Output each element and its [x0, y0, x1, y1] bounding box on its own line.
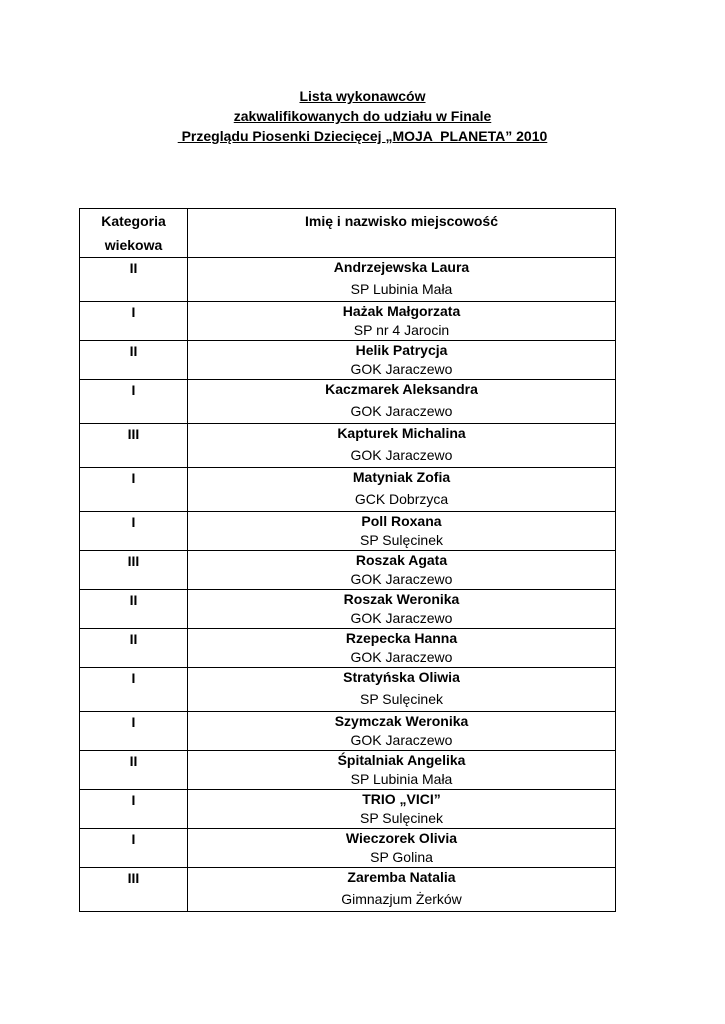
category-cell: I	[80, 512, 188, 551]
participant-place: SP Sulęcinek	[359, 532, 443, 548]
table-row	[80, 712, 616, 751]
participant-name: Zaremba Natalia	[347, 869, 456, 885]
category-cell: I	[80, 468, 188, 512]
document-title	[0, 86, 725, 146]
category-cell: III	[80, 868, 188, 912]
participant-name: Matyniak Zofia	[352, 469, 451, 485]
participant-cell	[188, 790, 616, 829]
participant-place: SP Lubinia Mała	[350, 771, 453, 787]
participant-place: GOK Jaraczewo	[350, 610, 453, 626]
category-cell: III	[80, 551, 188, 590]
participant-place: Gimnazjum Żerków	[341, 891, 462, 907]
table-row	[80, 751, 616, 790]
participant-cell	[188, 829, 616, 868]
participant-place: GOK Jaraczewo	[350, 571, 453, 587]
table-row	[80, 424, 616, 468]
participant-place: GOK Jaraczewo	[350, 649, 453, 665]
participant-cell	[188, 380, 616, 424]
participant-name: Hażak Małgorzata	[342, 303, 461, 319]
category-cell: II	[80, 258, 188, 302]
participant-name: Roszak Agata	[355, 552, 448, 568]
table-row	[80, 341, 616, 380]
table-row	[80, 629, 616, 668]
participant-name: Wieczorek Olivia	[345, 830, 458, 846]
table-row	[80, 258, 616, 302]
participant-name: Szymczak Weronika	[334, 713, 469, 729]
participant-cell	[188, 668, 616, 712]
participant-name: Rzepecka Hanna	[345, 630, 458, 646]
participant-cell	[188, 468, 616, 512]
participant-cell	[188, 629, 616, 668]
participant-name: Kaczmarek Aleksandra	[325, 381, 478, 397]
category-cell: I	[80, 790, 188, 829]
title-line-3: Przeglądu Piosenki Dziecięcej „MOJA PLANETA” 2010	[177, 128, 548, 144]
participant-place: GOK Jaraczewo	[350, 447, 453, 463]
category-cell: I	[80, 302, 188, 341]
participant-name: Kapturek Michalina	[337, 425, 466, 441]
participant-name: Stratyńska Oliwia	[343, 669, 460, 685]
participant-place: SP Lubinia Mała	[350, 281, 453, 297]
participant-cell	[188, 258, 616, 302]
table-row	[80, 790, 616, 829]
category-cell: II	[80, 751, 188, 790]
table-row	[80, 512, 616, 551]
table-row	[80, 829, 616, 868]
table-row	[80, 590, 616, 629]
participant-cell	[188, 590, 616, 629]
participant-name: Roszak Weronika	[343, 591, 460, 607]
participant-name: Helik Patrycja	[355, 342, 448, 358]
category-cell: II	[80, 341, 188, 380]
table-row	[80, 668, 616, 712]
participant-place: SP Golina	[370, 849, 433, 865]
category-cell: I	[80, 712, 188, 751]
header-name-place: Imię i nazwisko miejscowość	[188, 209, 616, 258]
table-row	[80, 468, 616, 512]
participant-name: Śpitalniak Angelika	[337, 752, 466, 768]
header-category: Kategoria wiekowa	[80, 209, 188, 258]
participant-place: SP Sulęcinek	[359, 810, 443, 826]
participant-cell	[188, 868, 616, 912]
table-row	[80, 380, 616, 424]
table-row	[80, 302, 616, 341]
participant-cell	[188, 512, 616, 551]
participants-table	[79, 208, 616, 912]
table-body	[80, 258, 616, 912]
participant-place: GOK Jaraczewo	[350, 403, 453, 419]
participant-cell	[188, 302, 616, 341]
participant-place: GOK Jaraczewo	[350, 361, 453, 377]
category-cell: I	[80, 668, 188, 712]
category-cell: I	[80, 380, 188, 424]
participant-name: Poll Roxana	[361, 513, 442, 529]
participant-place: GOK Jaraczewo	[350, 732, 453, 748]
category-cell: III	[80, 424, 188, 468]
category-cell: II	[80, 629, 188, 668]
category-cell: II	[80, 590, 188, 629]
participant-name: Andrzejewska Laura	[333, 259, 470, 275]
title-line-1: Lista wykonawców	[299, 88, 426, 104]
participant-place: SP nr 4 Jarocin	[353, 322, 450, 338]
participant-place: GCK Dobrzyca	[354, 491, 449, 507]
table-row	[80, 868, 616, 912]
participant-cell	[188, 424, 616, 468]
participant-place: SP Sulęcinek	[359, 691, 443, 707]
participant-cell	[188, 751, 616, 790]
table-row	[80, 551, 616, 590]
participant-cell	[188, 712, 616, 751]
title-line-2: zakwalifikowanych do udziału w Finale	[233, 108, 492, 124]
category-cell: I	[80, 829, 188, 868]
participant-cell	[188, 341, 616, 380]
participant-cell	[188, 551, 616, 590]
participant-name: TRIO „VICI”	[362, 791, 441, 807]
